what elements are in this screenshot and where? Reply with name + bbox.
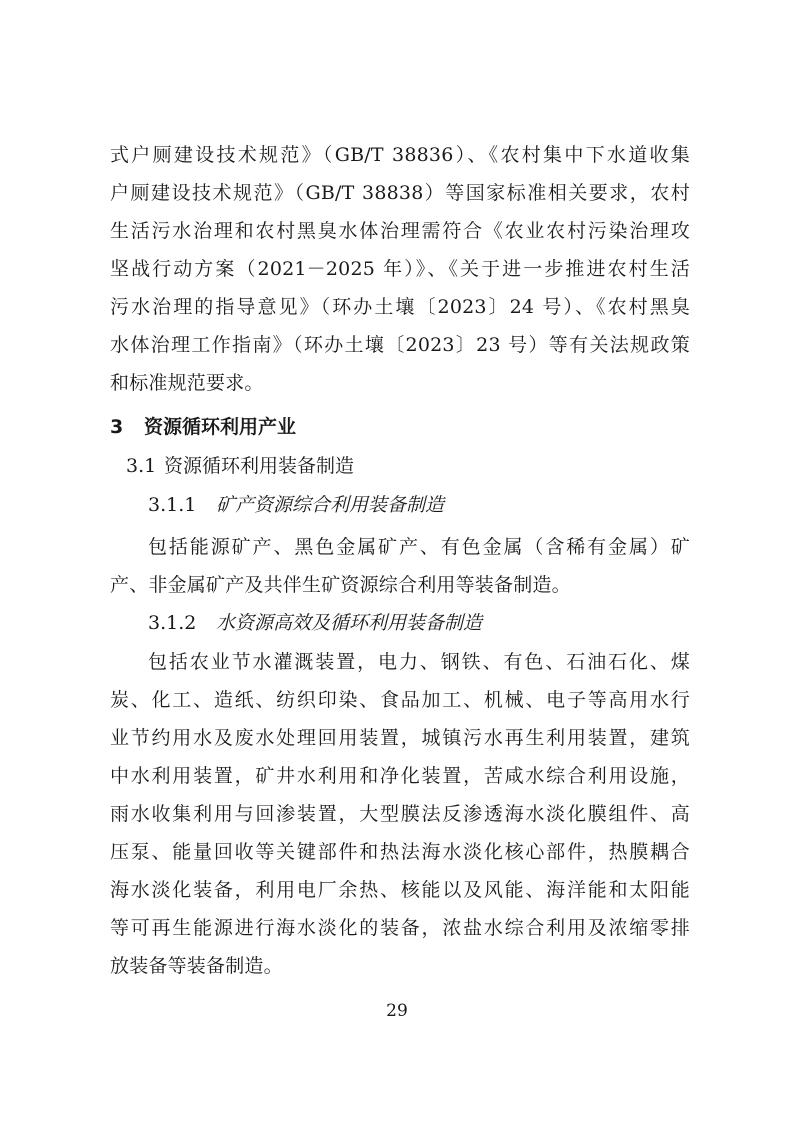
body-text-line: 炭、化工、造纸、纺织印染、食品加工、机械、电子等高用水行	[110, 689, 690, 711]
body-text-line: 和标准规范要求。	[110, 372, 264, 394]
section-number: 3.1.1	[148, 494, 197, 516]
section-heading-3-1-2	[148, 611, 482, 635]
body-text-line: 包括农业节水灌溉装置，电力、钢铁、有色、石油石化、煤	[148, 651, 690, 673]
body-text-line: 产、非金属矿产及共伴生矿资源综合利用等装备制造。	[110, 574, 571, 596]
section-heading-3	[110, 415, 296, 439]
body-text-line: 等可再生能源进行海水淡化的装备，浓盐水综合利用及浓缩零排	[110, 917, 690, 939]
section-heading-3-1-1	[148, 493, 444, 517]
page-number: 29	[386, 1001, 408, 1021]
section-title: 资源循环利用产业	[144, 416, 297, 438]
body-text-line: 污水治理的指导意见》（环办土壤〔2023〕24 号）、《农村黑臭	[110, 296, 690, 318]
body-text-line: 包括能源矿产、黑色金属矿产、有色金属（含稀有金属）矿	[148, 536, 690, 558]
body-text-line: 业节约用水及废水处理回用装置，城镇污水再生利用装置，建筑	[110, 727, 690, 749]
body-text-line: 压泵、能量回收等关键部件和热法海水淡化核心部件，热膜耦合	[110, 841, 690, 863]
section-number: 3.1	[126, 455, 157, 477]
body-text-line: 放装备等装备制造。	[110, 955, 283, 977]
section-number: 3	[110, 416, 124, 438]
body-text-line: 海水淡化装备，利用电厂余热、核能以及风能、海洋能和太阳能	[110, 879, 690, 901]
body-text-line: 坚战行动方案（2021－2025 年）》、《关于进一步推进农村生活	[110, 258, 690, 280]
section-title: 资源循环利用装备制造	[164, 455, 355, 477]
body-text-line: 生活污水治理和农村黑臭水体治理需符合《农业农村污染治理攻	[110, 220, 690, 242]
section-heading-3-1	[126, 454, 354, 478]
body-text-line: 中水利用装置，矿井水利用和净化装置，苦咸水综合利用设施，	[110, 765, 690, 787]
body-text-line: 水体治理工作指南》（环办土壤〔2023〕23 号）等有关法规政策	[110, 334, 690, 356]
body-text-line: 雨水收集利用与回渗装置，大型膜法反渗透海水淡化膜组件、高	[110, 803, 690, 825]
body-text-line: 户厕建设技术规范》（GB/T 38838）等国家标准相关要求，农村	[110, 182, 690, 204]
section-title: 水资源高效及循环利用装备制造	[216, 612, 483, 634]
section-title: 矿产资源综合利用装备制造	[216, 494, 445, 516]
body-text-line: 式户厕建设技术规范》（GB/T 38836）、《农村集中下水道收集	[110, 144, 690, 166]
section-number: 3.1.2	[148, 612, 197, 634]
